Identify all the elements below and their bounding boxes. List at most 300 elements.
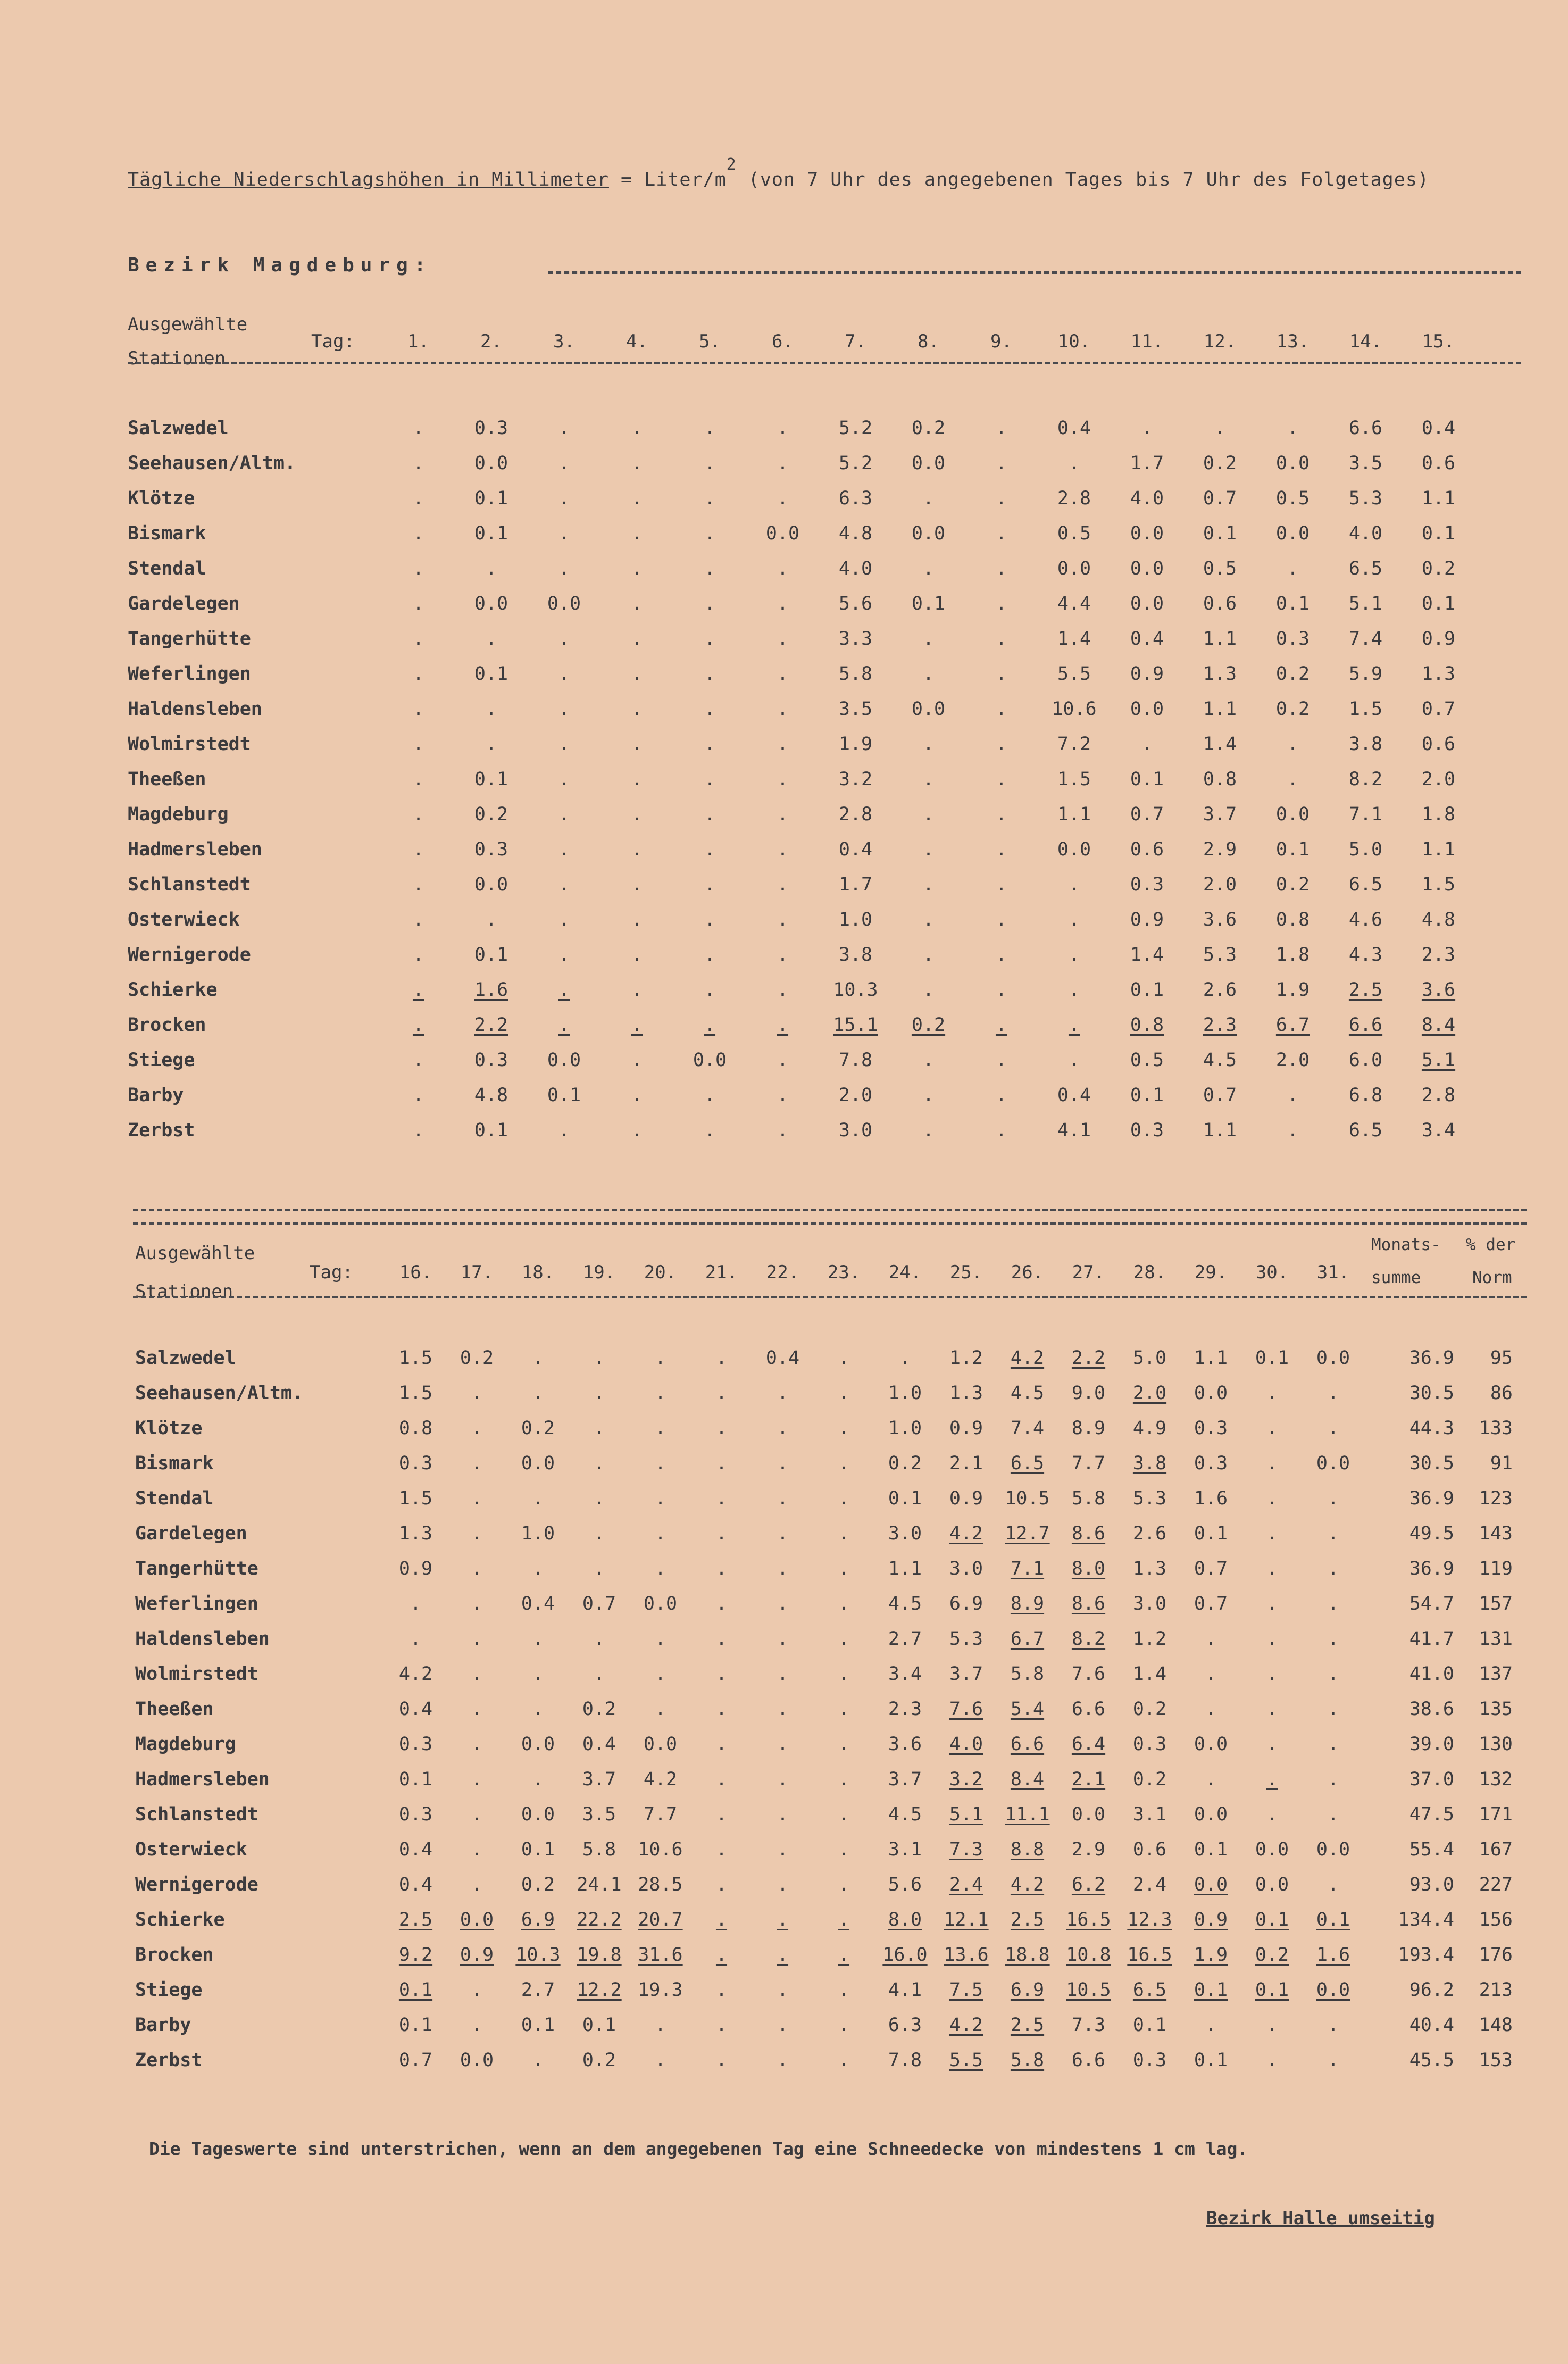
precip-value: . [471, 1734, 483, 1755]
precip-cell [752, 1867, 813, 1902]
precip-cell [1241, 1446, 1303, 1481]
precip-value: . [412, 909, 424, 930]
precip-value: 1.1 [1194, 1347, 1228, 1369]
precip-cell [965, 621, 1038, 656]
precip-cell [1329, 411, 1402, 446]
precip-value: . [654, 1663, 666, 1685]
precip-value: 8.2 [1348, 769, 1383, 790]
precip-cell [752, 1376, 813, 1411]
precip-value: . [995, 979, 1007, 1001]
precip-cell [936, 1586, 997, 1621]
precip-cell [1183, 867, 1256, 902]
precip-value: 0.1 [1130, 1085, 1164, 1106]
precip-value: 0.1 [398, 1979, 433, 2001]
precip-cell [569, 1727, 630, 1762]
precip-cell [1038, 937, 1111, 972]
precip-cell [673, 972, 746, 1008]
precip-value: 3.7 [949, 1663, 983, 1685]
precip-cell [746, 1078, 819, 1113]
precip-cell [752, 1551, 813, 1586]
percent-norm-cell: 95 [1490, 1347, 1513, 1369]
precip-cell [1402, 656, 1475, 692]
precip-cell [382, 656, 455, 692]
precip-cell [1111, 656, 1183, 692]
precip-cell [1329, 902, 1402, 937]
precip-cell [455, 586, 528, 621]
precip-cell [1303, 1376, 1364, 1411]
precip-cell [507, 1621, 569, 1657]
table2-day-16: 31. [1316, 1262, 1350, 1283]
precip-value: 0.1 [1421, 523, 1456, 544]
precip-cell [819, 1043, 892, 1078]
precip-cell [965, 937, 1038, 972]
precip-cell [936, 1481, 997, 1516]
precip-cell [746, 867, 819, 902]
precip-cell [1180, 1832, 1241, 1867]
precip-cell [455, 797, 528, 832]
precip-cell [1303, 1341, 1364, 1376]
precip-value: . [1287, 558, 1299, 579]
precip-value: . [471, 1804, 483, 1825]
continuation-note: Bezirk Halle umseitig [1206, 2208, 1435, 2229]
precip-cell [965, 656, 1038, 692]
precip-value: . [838, 1558, 850, 1579]
precip-cell [1111, 1043, 1183, 1078]
percent-norm-cell: 132 [1479, 1769, 1513, 1790]
precip-value: . [412, 769, 424, 790]
precip-value: . [558, 663, 570, 685]
precip-cell [1183, 832, 1256, 867]
precip-value: 1.1 [1203, 628, 1237, 650]
precip-cell [569, 1902, 630, 1937]
precip-cell [1058, 1657, 1119, 1692]
percent-norm-cell: 91 [1490, 1453, 1513, 1474]
precip-value: . [593, 1628, 605, 1650]
precip-cell [382, 621, 455, 656]
station-name: Stiege [135, 1979, 203, 2001]
precip-value: 19.3 [638, 1979, 683, 2001]
precip-value: 3.1 [1132, 1804, 1167, 1825]
precip-cell [746, 1043, 819, 1078]
precip-cell [1111, 1008, 1183, 1043]
precip-value: 0.9 [1130, 909, 1164, 930]
precip-cell [528, 551, 600, 586]
precip-value: 2.8 [838, 804, 873, 825]
precip-cell [752, 1902, 813, 1937]
table1-day-3: 3. [553, 331, 575, 352]
precip-cell [813, 1867, 874, 1902]
precip-cell [691, 1727, 752, 1762]
precip-value: . [838, 1488, 850, 1509]
precip-value: . [654, 1558, 666, 1579]
precip-value: . [704, 944, 716, 965]
precip-cell [1329, 446, 1402, 481]
precip-value: . [593, 1453, 605, 1474]
precip-cell [819, 1008, 892, 1043]
precip-cell [752, 1446, 813, 1481]
precip-cell [455, 937, 528, 972]
table-row [133, 1411, 1513, 1446]
station-name: Hadmersleben [135, 1769, 270, 1790]
precip-cell [1180, 1972, 1241, 2008]
precip-cell [455, 1008, 528, 1043]
precip-value: . [410, 1628, 422, 1650]
precip-cell [1402, 621, 1475, 656]
table1-day-15: 15. [1422, 331, 1455, 352]
precip-cell [1038, 797, 1111, 832]
precip-value: . [532, 1699, 544, 1720]
precip-value: 0.2 [1421, 558, 1456, 579]
precip-value: 0.8 [1203, 769, 1237, 790]
precip-cell [874, 1516, 936, 1551]
precip-cell [446, 1621, 507, 1657]
precip-value: . [715, 1558, 728, 1579]
monthly-sum-cell: 30.5 [1409, 1383, 1454, 1404]
precip-cell [507, 1551, 569, 1586]
precip-cell [630, 1446, 691, 1481]
precip-cell [1241, 1411, 1303, 1446]
precip-cell [1119, 1516, 1180, 1551]
precip-cell [936, 1341, 997, 1376]
precip-cell [1241, 1516, 1303, 1551]
precip-cell [892, 692, 965, 727]
precip-value: 0.0 [643, 1593, 678, 1614]
precip-cell [600, 972, 673, 1008]
precip-cell [813, 1341, 874, 1376]
precip-cell [1183, 621, 1256, 656]
precip-value: . [412, 418, 424, 439]
precip-cell [1180, 1937, 1241, 1972]
precip-cell [1402, 797, 1475, 832]
precip-cell [673, 832, 746, 867]
precip-cell [752, 1621, 813, 1657]
precip-value: 0.3 [474, 839, 508, 860]
precip-cell [1038, 972, 1111, 1008]
precip-cell [936, 1867, 997, 1902]
precip-value: 0.0 [1316, 1347, 1350, 1369]
precip-value: 2.3 [1203, 1014, 1237, 1036]
precip-value: . [777, 1839, 789, 1860]
precip-cell [1058, 1446, 1119, 1481]
precip-cell [507, 1797, 569, 1832]
precip-cell [1303, 1657, 1364, 1692]
precip-value: . [1266, 1593, 1278, 1614]
precip-cell [1402, 1043, 1475, 1078]
precip-cell [1183, 446, 1256, 481]
precip-value: 12.1 [944, 1909, 989, 1930]
precip-value: . [1327, 1734, 1339, 1755]
monthly-sum-cell: 44.3 [1409, 1418, 1454, 1439]
precip-value: 3.0 [838, 1120, 873, 1141]
precip-value: 3.8 [838, 944, 873, 965]
precip-cell [892, 972, 965, 1008]
precip-value: . [838, 1383, 850, 1404]
precip-value: . [558, 909, 570, 930]
precip-value: . [1205, 1628, 1217, 1650]
table-row [133, 1446, 1513, 1481]
precip-value: . [777, 1120, 789, 1141]
precip-cell [673, 797, 746, 832]
precip-cell [936, 1727, 997, 1762]
precip-cell [997, 1972, 1058, 2008]
precip-cell [1402, 551, 1475, 586]
precip-cell [965, 902, 1038, 937]
precip-value: . [777, 1558, 789, 1579]
precip-cell [630, 2043, 691, 2078]
precip-cell [630, 2008, 691, 2043]
precip-cell [600, 586, 673, 621]
precip-value: 4.5 [888, 1804, 922, 1825]
precip-value: 4.9 [1132, 1418, 1167, 1439]
precip-cell [936, 1657, 997, 1692]
precip-cell [569, 1551, 630, 1586]
precip-value: 4.5 [1203, 1050, 1237, 1071]
precip-value: . [995, 769, 1007, 790]
precip-value: . [995, 1085, 1007, 1106]
table-row [133, 1727, 1513, 1762]
precip-cell [746, 797, 819, 832]
precip-cell [1183, 516, 1256, 551]
precip-value: . [410, 1593, 422, 1614]
precip-cell [1329, 1008, 1402, 1043]
precip-value: 0.1 [1255, 1979, 1289, 2001]
precip-cell [1241, 1481, 1303, 1516]
precip-cell [673, 692, 746, 727]
precip-value: . [777, 734, 789, 755]
precip-value: . [412, 944, 424, 965]
precip-cell [1111, 692, 1183, 727]
precip-value: 2.5 [1348, 979, 1383, 1001]
precip-cell [1241, 1376, 1303, 1411]
table2-header-station-1: Ausgewählte [135, 1243, 255, 1264]
precip-value: 5.3 [1203, 944, 1237, 965]
table2-day-9: 24. [888, 1262, 922, 1283]
precip-value: 0.1 [474, 663, 508, 685]
precip-value: 9.0 [1071, 1383, 1106, 1404]
precip-value: 0.9 [460, 1944, 494, 1966]
precip-value: . [995, 944, 1007, 965]
precip-cell [455, 1113, 528, 1148]
precip-cell [1119, 2008, 1180, 2043]
precip-cell [1256, 762, 1329, 797]
precip-value: . [838, 1453, 850, 1474]
precip-cell [691, 1972, 752, 2008]
precip-value: . [838, 2050, 850, 2071]
precip-value: . [558, 523, 570, 544]
precip-value: 0.0 [1057, 558, 1091, 579]
precip-value: 1.0 [838, 909, 873, 930]
precip-value: . [777, 909, 789, 930]
precip-cell [385, 1516, 446, 1551]
precip-value: 1.1 [1421, 839, 1456, 860]
precip-cell [1183, 762, 1256, 797]
precip-value: . [558, 698, 570, 720]
precip-value: . [471, 1558, 483, 1579]
precip-value: 0.4 [582, 1734, 616, 1755]
station-name: Stendal [128, 558, 206, 579]
precip-cell [569, 1376, 630, 1411]
precip-value: 4.6 [1348, 909, 1383, 930]
precip-value: . [922, 1120, 935, 1141]
precip-cell [600, 621, 673, 656]
precip-cell [446, 1727, 507, 1762]
precip-value: . [631, 558, 643, 579]
precip-value: 0.0 [1130, 558, 1164, 579]
precip-value: 0.2 [1132, 1769, 1167, 1790]
precip-value: 0.9 [1130, 663, 1164, 685]
precip-cell [673, 937, 746, 972]
precip-value: 0.7 [1421, 698, 1456, 720]
precip-cell [997, 1902, 1058, 1937]
monthly-sum-cell: 36.9 [1409, 1347, 1454, 1369]
precip-value: . [1327, 1874, 1339, 1895]
precip-value: . [593, 1383, 605, 1404]
precip-value: . [838, 1874, 850, 1895]
precip-value: 6.0 [1348, 1050, 1383, 1071]
precip-value: . [922, 839, 935, 860]
precip-value: 0.2 [1132, 1699, 1167, 1720]
precip-cell [1256, 586, 1329, 621]
precip-value: . [532, 1663, 544, 1685]
precip-value: 2.5 [398, 1909, 433, 1930]
table2-day-14: 29. [1194, 1262, 1228, 1283]
precip-cell [600, 1078, 673, 1113]
precip-value: . [654, 1453, 666, 1474]
precip-cell [752, 1516, 813, 1551]
precip-cell [819, 621, 892, 656]
precip-value: . [995, 523, 1007, 544]
precip-value: 0.2 [474, 804, 508, 825]
precip-cell [691, 1341, 752, 1376]
precip-value: . [1205, 1663, 1217, 1685]
monthly-sum-cell: 41.0 [1409, 1663, 1454, 1685]
precip-value: 13.6 [944, 1944, 989, 1966]
precip-cell [965, 1078, 1038, 1113]
precip-value: . [654, 1383, 666, 1404]
precip-cell [874, 1621, 936, 1657]
precip-value: 6.5 [1132, 1979, 1167, 2001]
precip-value: 0.1 [1316, 1909, 1350, 1930]
precip-value: 0.2 [460, 1347, 494, 1369]
precip-value: 4.2 [398, 1663, 433, 1685]
precip-cell [1058, 1341, 1119, 1376]
precip-cell [1058, 1586, 1119, 1621]
table-row [126, 937, 1475, 972]
precip-value: 31.6 [638, 1944, 683, 1966]
table-row [133, 1341, 1513, 1376]
precip-value: . [715, 1383, 728, 1404]
precip-value: . [777, 1014, 789, 1036]
precip-value: . [838, 1909, 850, 1930]
precip-cell [997, 1832, 1058, 1867]
table1-day-6: 6. [772, 331, 794, 352]
station-name: Theeßen [128, 769, 206, 790]
precip-value: 0.1 [474, 944, 508, 965]
precip-value: 0.3 [1132, 1734, 1167, 1755]
precip-cell [1183, 902, 1256, 937]
precip-cell [691, 2008, 752, 2043]
precip-value: . [704, 558, 716, 579]
precip-value: 0.1 [1130, 769, 1164, 790]
precip-value: . [1266, 1418, 1278, 1439]
precip-value: . [631, 1120, 643, 1141]
table-row [126, 516, 1475, 551]
precip-cell [965, 411, 1038, 446]
precip-value: . [558, 804, 570, 825]
precip-cell [1256, 1043, 1329, 1078]
table2-day-15: 30. [1255, 1262, 1289, 1283]
precip-value: 3.5 [582, 1804, 616, 1825]
precip-cell [1329, 867, 1402, 902]
precip-value: . [838, 1769, 850, 1790]
precip-cell [446, 1341, 507, 1376]
precip-value: . [1266, 1383, 1278, 1404]
precip-cell [1241, 1797, 1303, 1832]
precip-value: . [1327, 1593, 1339, 1614]
precip-value: . [838, 1347, 850, 1369]
precip-value: 5.8 [582, 1839, 616, 1860]
precip-cell [569, 2008, 630, 2043]
station-name: Osterwieck [128, 909, 240, 930]
station-name: Klötze [128, 488, 195, 509]
precip-value: 0.3 [1132, 2050, 1167, 2071]
precip-cell [1180, 1516, 1241, 1551]
precip-value: 5.8 [838, 663, 873, 685]
table-row [126, 1008, 1475, 1043]
station-name: Stiege [128, 1050, 195, 1071]
precip-cell [874, 1411, 936, 1446]
precip-value: . [631, 1014, 643, 1036]
precip-cell [1329, 586, 1402, 621]
precip-cell [691, 1832, 752, 1867]
precip-value: 1.5 [398, 1488, 433, 1509]
precip-cell [936, 2008, 997, 2043]
precip-value: . [1327, 1558, 1339, 1579]
precip-value: 0.0 [765, 523, 800, 544]
precip-value: 5.2 [838, 418, 873, 439]
precip-cell [819, 481, 892, 516]
title-main: Tägliche Niederschlagshöhen in Millimeter [128, 169, 609, 190]
table-row [133, 1692, 1513, 1727]
precip-value: 11.1 [1005, 1804, 1050, 1825]
precip-cell [746, 1008, 819, 1043]
precip-cell [1180, 1551, 1241, 1586]
precip-cell [1119, 1692, 1180, 1727]
percent-norm-cell: 171 [1479, 1804, 1513, 1825]
precip-value: 4.2 [949, 1523, 983, 1544]
precip-cell [997, 1481, 1058, 1516]
precip-cell [874, 1692, 936, 1727]
precip-cell [1111, 481, 1183, 516]
precip-value: 1.4 [1130, 944, 1164, 965]
precip-cell [892, 727, 965, 762]
monthly-sum-cell: 45.5 [1409, 2050, 1454, 2071]
precip-cell [1256, 516, 1329, 551]
precip-cell [1119, 1376, 1180, 1411]
precip-value: 8.4 [1010, 1769, 1045, 1790]
precip-cell [507, 1481, 569, 1516]
table-row [133, 1797, 1513, 1832]
precip-value: . [715, 1944, 728, 1966]
precip-cell [673, 551, 746, 586]
precip-cell [1038, 656, 1111, 692]
precip-value: 5.1 [1348, 593, 1383, 614]
precip-cell [1256, 446, 1329, 481]
precip-value: 0.1 [521, 2015, 555, 2036]
precip-value: . [412, 453, 424, 474]
precip-cell [1119, 1621, 1180, 1657]
precip-cell [813, 1902, 874, 1937]
